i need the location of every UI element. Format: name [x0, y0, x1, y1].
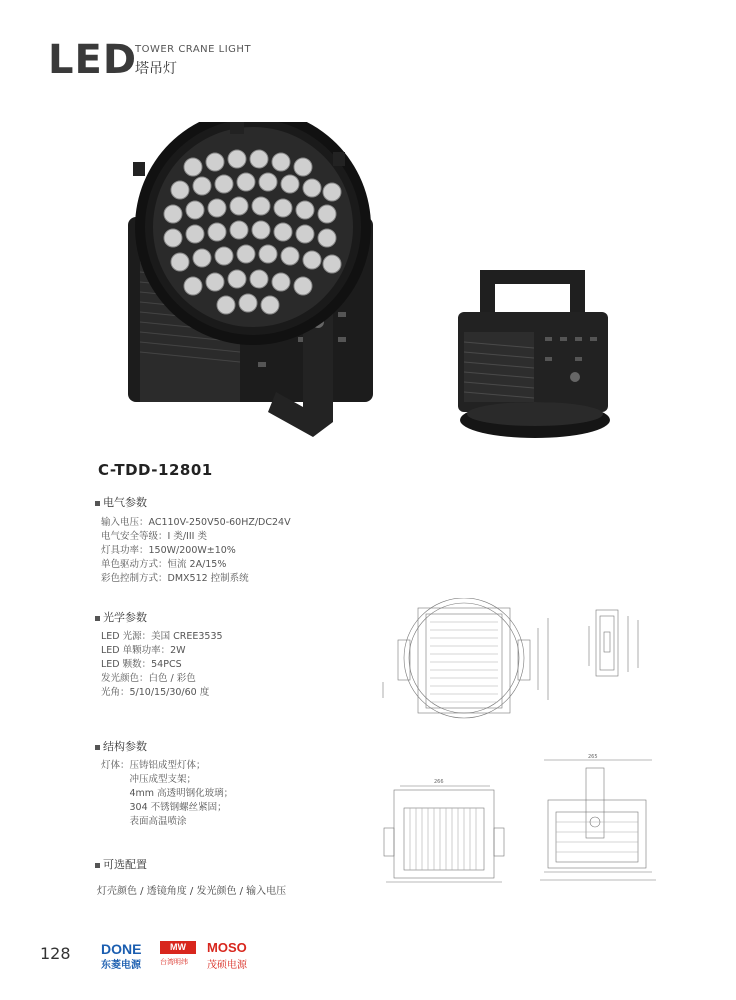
section-electrical-title: 电气参数 [95, 494, 147, 510]
header-english-subtitle: TOWER CRANE LIGHT [135, 44, 252, 55]
brand-mw-cn: 台湾明纬 [160, 958, 188, 966]
product-model: C-TDD-12801 [98, 461, 213, 479]
drawing-side-view [584, 606, 644, 680]
spec-line: 发光颜色：白色 / 彩色 [101, 673, 196, 684]
drawing-front-section [380, 768, 510, 890]
product-image-small [450, 262, 615, 442]
bullet-square-icon [95, 501, 100, 506]
drawing-front-view [378, 598, 578, 722]
dim-front-label: 266 [434, 779, 444, 785]
spec-line: 输入电压：AC110V-250V50-60HZ/DC24V [101, 517, 291, 528]
spec-line: 冲压成型支架； [101, 774, 197, 785]
spec-line: 单色驱动方式：恒流 2A/15% [101, 559, 227, 570]
spec-line: 彩色控制方式：DMX512 控制系统 [101, 573, 249, 584]
brand-moso-logo: MOSO [207, 940, 247, 955]
spec-line: 光角：5/10/15/30/60 度 [101, 687, 210, 698]
spec-line: LED 颗数：54PCS [101, 659, 182, 670]
spec-line: 表面高温喷涂 [101, 816, 187, 827]
options-line: 灯壳颜色 / 透镜角度 / 发光颜色 / 输入电压 [97, 886, 287, 897]
bullet-square-icon [95, 745, 100, 750]
brand-mw-logo: MW [160, 941, 196, 954]
section-structure-title: 结构参数 [95, 738, 147, 754]
bullet-square-icon [95, 863, 100, 868]
brand-done-cn: 东菱电源 [101, 960, 141, 971]
page-number: 128 [40, 944, 71, 963]
spec-line: 电气安全等级：I 类/III 类 [101, 531, 207, 542]
spec-line: LED 光源：美国 CREE3535 [101, 631, 223, 642]
structure-spec-list [101, 759, 233, 829]
section-optical-title: 光学参数 [95, 609, 147, 625]
spec-line: LED 单颗功率：2W [101, 645, 186, 656]
brand-moso-cn: 茂硕电源 [207, 960, 247, 971]
spec-line: 灯体：压铸铝成型灯体； [101, 760, 206, 771]
brand-done-logo: DONE [101, 941, 142, 957]
brand-led-title: LED [48, 37, 138, 83]
dim-top-label: 265 [588, 754, 598, 760]
header-chinese-subtitle: 塔吊灯 [135, 61, 177, 77]
bullet-square-icon [95, 616, 100, 621]
drawing-side-section [536, 752, 660, 890]
spec-line: 4mm 高透明钢化玻璃； [101, 788, 234, 799]
product-image-large [118, 122, 398, 442]
electrical-spec-list [101, 516, 291, 586]
spec-line: 灯具功率：150W/200W±10% [101, 545, 236, 556]
section-options-title: 可选配置 [95, 856, 147, 872]
spec-line: 304 不锈钢螺丝紧固； [101, 802, 227, 813]
optical-spec-list [101, 630, 223, 700]
